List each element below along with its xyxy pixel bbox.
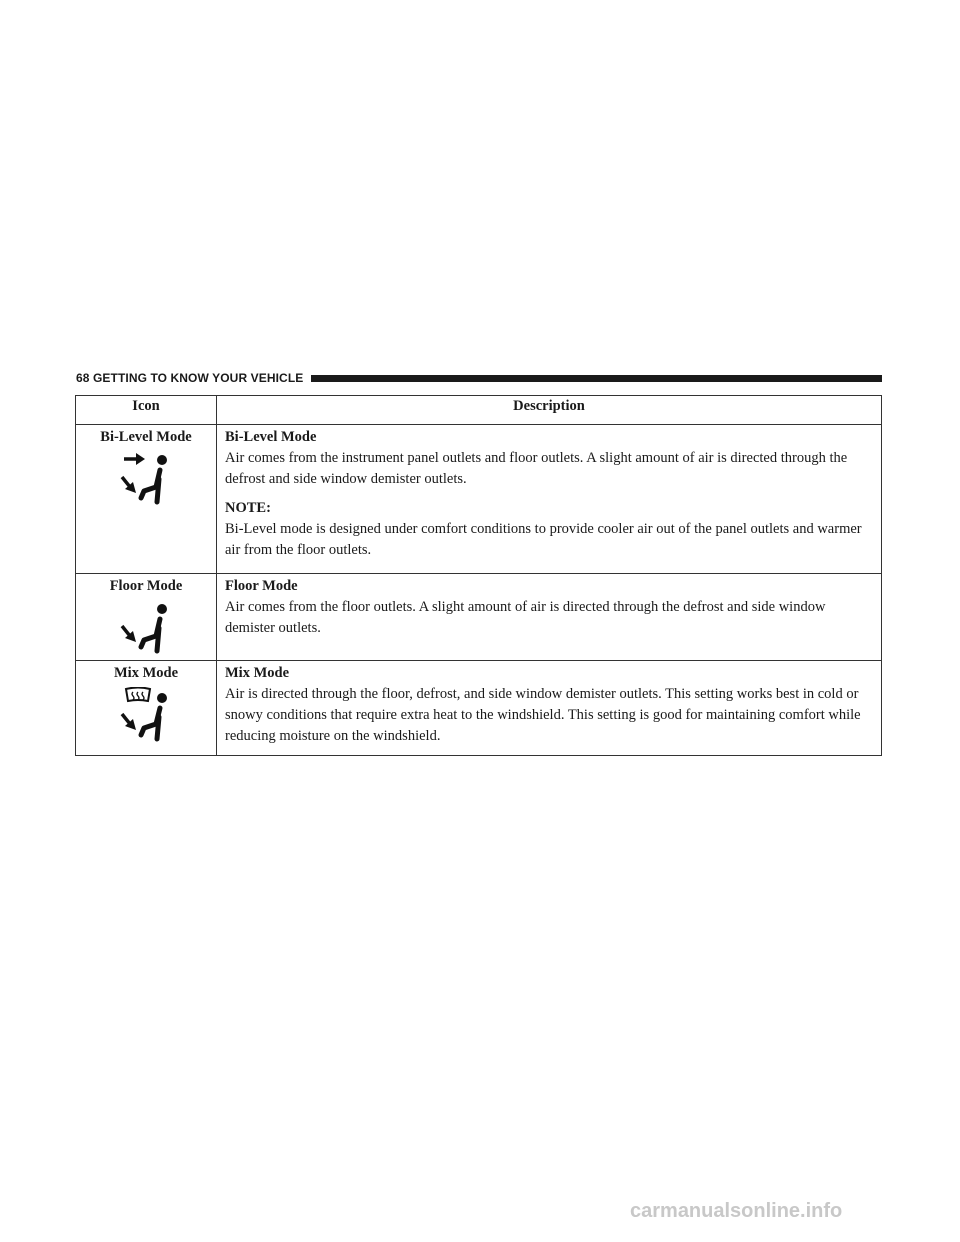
climate-mode-table — [75, 395, 882, 756]
bilevel-mode-icon — [118, 451, 174, 507]
header-rule — [311, 375, 882, 382]
icon-label: Bi-Level Mode — [100, 429, 192, 445]
description-cell — [217, 574, 882, 661]
table-row — [76, 661, 882, 756]
floor-mode-icon — [118, 600, 174, 656]
note-text: Bi-Level mode is designed under comfort conditions to provide cooler air out of the panel outlets and warmer air from the floor outlets. — [225, 521, 862, 558]
icon-cell — [76, 425, 217, 574]
icon-cell — [76, 661, 217, 756]
description-text: Air comes from the floor outlets. A slight amount of air is directed through the defrost and side window demister outlets. — [225, 599, 826, 636]
icon-cell — [76, 574, 217, 661]
icon-label: Mix Mode — [113, 665, 179, 681]
column-header-icon: Icon — [76, 396, 217, 425]
description-title: Floor Mode — [225, 578, 298, 594]
page-header-title: 68 GETTING TO KNOW YOUR VEHICLE — [76, 371, 304, 385]
table-row — [76, 574, 882, 661]
description-cell — [217, 425, 882, 574]
note-label: NOTE: — [225, 500, 271, 516]
icon-label: Floor Mode — [109, 578, 183, 594]
description-cell — [217, 661, 882, 756]
description-title: Bi-Level Mode — [225, 429, 317, 445]
description-text: Air is directed through the floor, defrost, and side window demister outlets. This setting works best in cold or snowy conditions that require extra heat to the windshield. This setting is good for maintaining comfort while reducing moisture on the windshield. — [225, 686, 861, 744]
description-text: Air comes from the instrument panel outlets and floor outlets. A slight amount of air is directed through the defrost and side window demister outlets. — [225, 450, 848, 487]
page-header — [76, 371, 882, 385]
table-row — [76, 425, 882, 574]
description-title: Mix Mode — [225, 665, 290, 681]
mix-mode-icon — [118, 687, 174, 743]
table-header-row — [76, 396, 882, 425]
watermark-logo: carmanualsonline.info — [630, 1200, 843, 1222]
column-header-description: Description — [217, 396, 882, 425]
